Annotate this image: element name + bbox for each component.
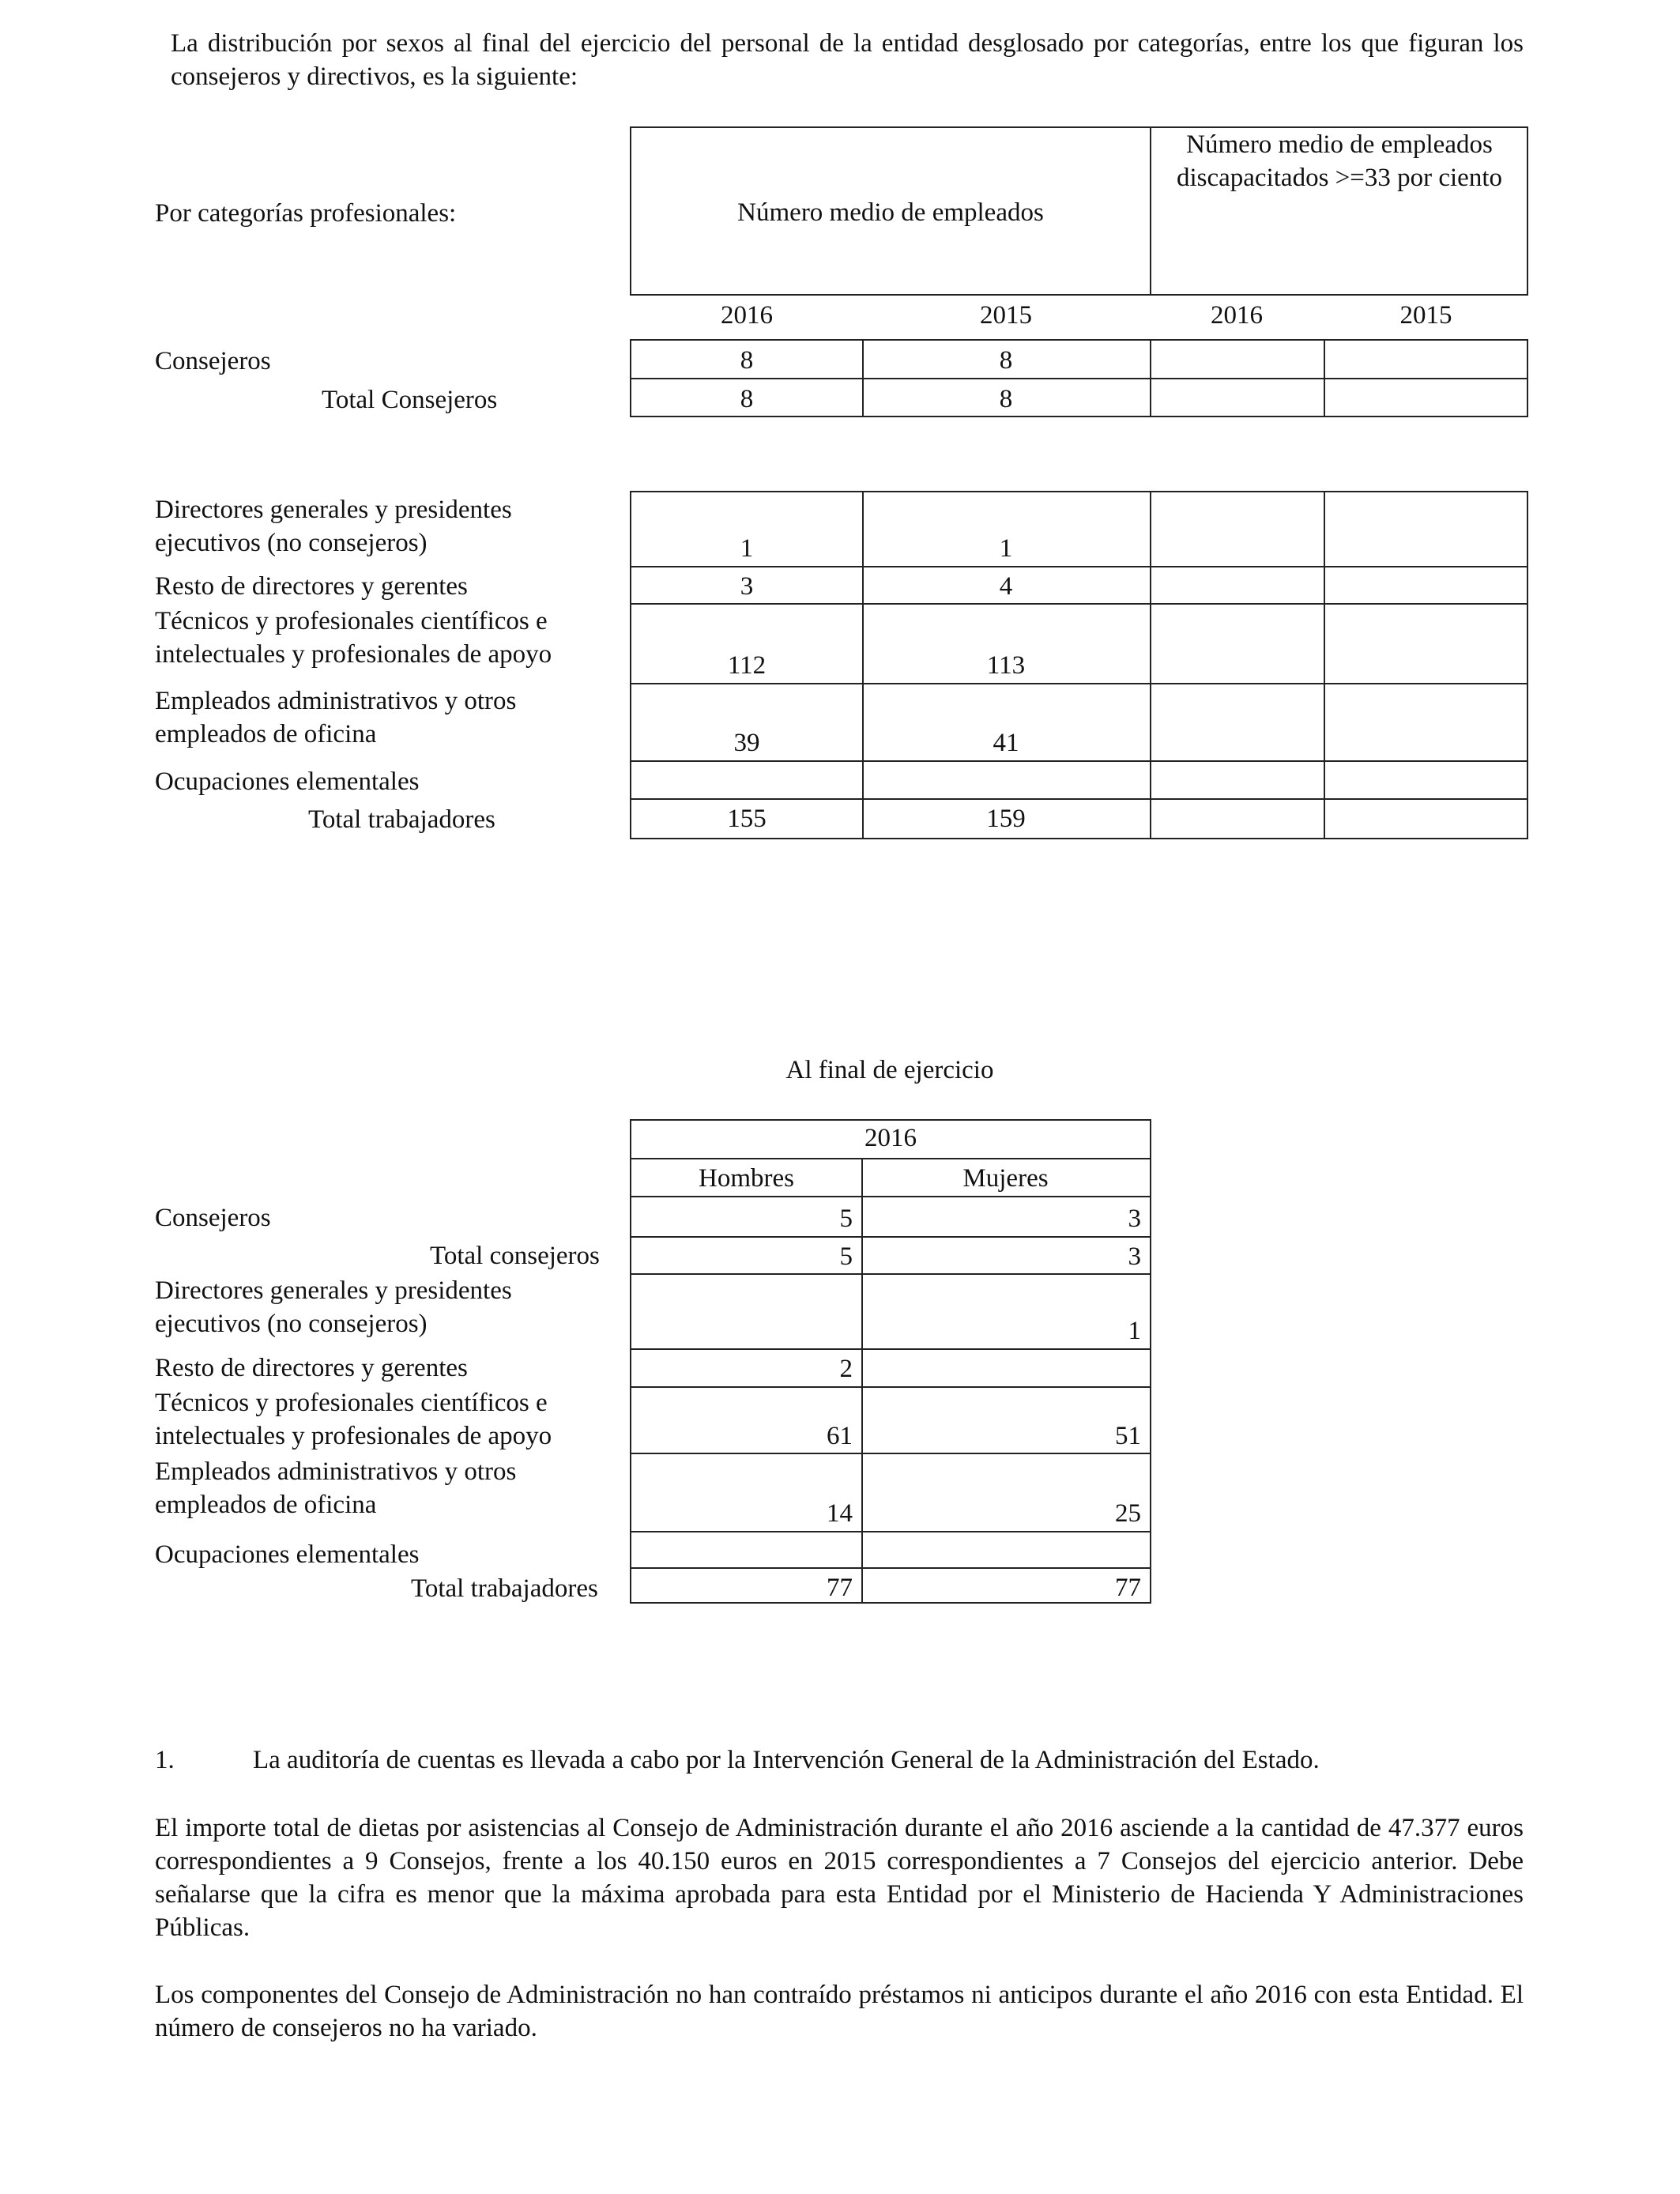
paragraph-prestamos: Los componentes del Consejo de Administración no han contraído préstamos ni anticipos durante el año 2016 con esta Entidad. El número de consejeros no ha variado. xyxy=(155,1981,1524,2042)
table2-row-directores-women: 1 xyxy=(1128,1317,1141,1345)
table1-col-group-1: Número medio de empleados xyxy=(737,198,1044,227)
table1-row-total-trabajadores-2016: 155 xyxy=(727,805,767,833)
table1-row-consejeros-2015: 8 xyxy=(999,346,1013,375)
table1-row-total-consejeros-2016: 8 xyxy=(740,385,754,413)
table2-row-total-consejeros-women: 3 xyxy=(1128,1242,1141,1271)
table1-row-resto-2015: 4 xyxy=(999,572,1013,601)
table1-row-total-trabajadores-label: Total trabajadores xyxy=(308,805,495,834)
table2-row-consejeros-label: Consejeros xyxy=(155,1204,271,1232)
table1-year-2016-a: 2016 xyxy=(721,301,773,330)
table1-row-resto-label: Resto de directores y gerentes xyxy=(155,572,468,601)
table2-col-hombres: Hombres xyxy=(699,1164,794,1193)
table2-row-total-trabajadores-label: Total trabajadores xyxy=(411,1574,598,1603)
table2-title: Al final de ejercicio xyxy=(785,1056,994,1084)
table2-row-ocupaciones-label: Ocupaciones elementales xyxy=(155,1540,420,1569)
table1-year-2015-b: 2015 xyxy=(1399,301,1452,330)
table1-row-tecnicos-label: Técnicos y profesionales científicos e intelectuales y profesionales de apoyo xyxy=(155,607,552,669)
table1-row-tecnicos-2016: 112 xyxy=(727,651,767,680)
table2-row-total-trabajadores-women: 77 xyxy=(1115,1574,1141,1602)
table1-col-group-2: Número medio de empleados discapacitados >=33 por ciento xyxy=(1176,130,1503,192)
table1-row-total-consejeros-2015: 8 xyxy=(999,385,1013,413)
table1-row-directores-2016: 1 xyxy=(740,534,754,563)
table2-row-tecnicos-men: 61 xyxy=(827,1422,853,1450)
table1-row-empleados-2016: 39 xyxy=(733,729,760,757)
paragraph-dietas: El importe total de dietas por asistencias al Consejo de Administración durante el año 2016 asciende a la cantidad de 47.377 euros correspondientes a 9 Consejos, frente a los 40.150 euros en 2015 correspondientes a 7 Consejos del ejercicio anterior. Debe señalarse que la cifra es menor que la máxima aprobada para esta Entidad por el Ministerio de Hacienda Y Administraciones Públicas. xyxy=(155,1814,1524,1942)
table2-row-total-trabajadores-men: 77 xyxy=(827,1574,853,1602)
table1-row-resto-2016: 3 xyxy=(740,572,754,601)
table1-year-2016-b: 2016 xyxy=(1211,301,1263,330)
table2-row-resto-label: Resto de directores y gerentes xyxy=(155,1354,468,1382)
table2-row-consejeros-women: 3 xyxy=(1128,1204,1141,1233)
table1-row-empleados-2015: 41 xyxy=(993,729,1019,757)
table1-row-header: Por categorías profesionales: xyxy=(155,199,457,228)
table1-row-ocupaciones-label: Ocupaciones elementales xyxy=(155,767,420,796)
table1-row-consejeros-label: Consejeros xyxy=(155,347,271,375)
table2-year-header: 2016 xyxy=(864,1124,917,1152)
table1-row-total-consejeros-label: Total Consejeros xyxy=(322,386,498,414)
table2-row-empleados-men: 14 xyxy=(827,1499,853,1528)
table2-row-total-consejeros-label: Total consejeros xyxy=(430,1242,600,1270)
table1-row-empleados-label: Empleados administrativos y otros empleados de oficina xyxy=(155,687,517,748)
table2-row-resto-men: 2 xyxy=(839,1355,853,1383)
table1-row-tecnicos-2015: 113 xyxy=(986,651,1026,680)
table1-row-directores-2015: 1 xyxy=(999,534,1013,563)
table1-year-2015-a: 2015 xyxy=(980,301,1032,330)
table1-row-total-trabajadores-2015: 159 xyxy=(986,805,1026,833)
table2-col-mujeres: Mujeres xyxy=(962,1164,1049,1193)
table1-row-consejeros-2016: 8 xyxy=(740,346,754,375)
table2-row-empleados-label: Empleados administrativos y otros empleados de oficina xyxy=(155,1457,517,1519)
table2-row-empleados-women: 25 xyxy=(1115,1499,1141,1528)
table1-row-directores-label: Directores generales y presidentes ejecutivos (no consejeros) xyxy=(155,496,512,557)
numbered-item-number: 1. xyxy=(155,1746,175,1774)
intro-paragraph: La distribución por sexos al final del ejercicio del personal de la entidad desglosado por categorías, entre los que figuran los consejeros y directivos, es la siguiente: xyxy=(171,29,1524,91)
table2-row-tecnicos-women: 51 xyxy=(1115,1422,1141,1450)
table2-row-consejeros-men: 5 xyxy=(839,1204,853,1233)
table2-row-total-consejeros-men: 5 xyxy=(839,1242,853,1271)
table2-row-directores-label: Directores generales y presidentes ejecutivos (no consejeros) xyxy=(155,1276,512,1338)
numbered-item-text: La auditoría de cuentas es llevada a cabo por la Intervención General de la Administración del Estado. xyxy=(253,1746,1320,1774)
table2-row-tecnicos-label: Técnicos y profesionales científicos e intelectuales y profesionales de apoyo xyxy=(155,1389,552,1450)
